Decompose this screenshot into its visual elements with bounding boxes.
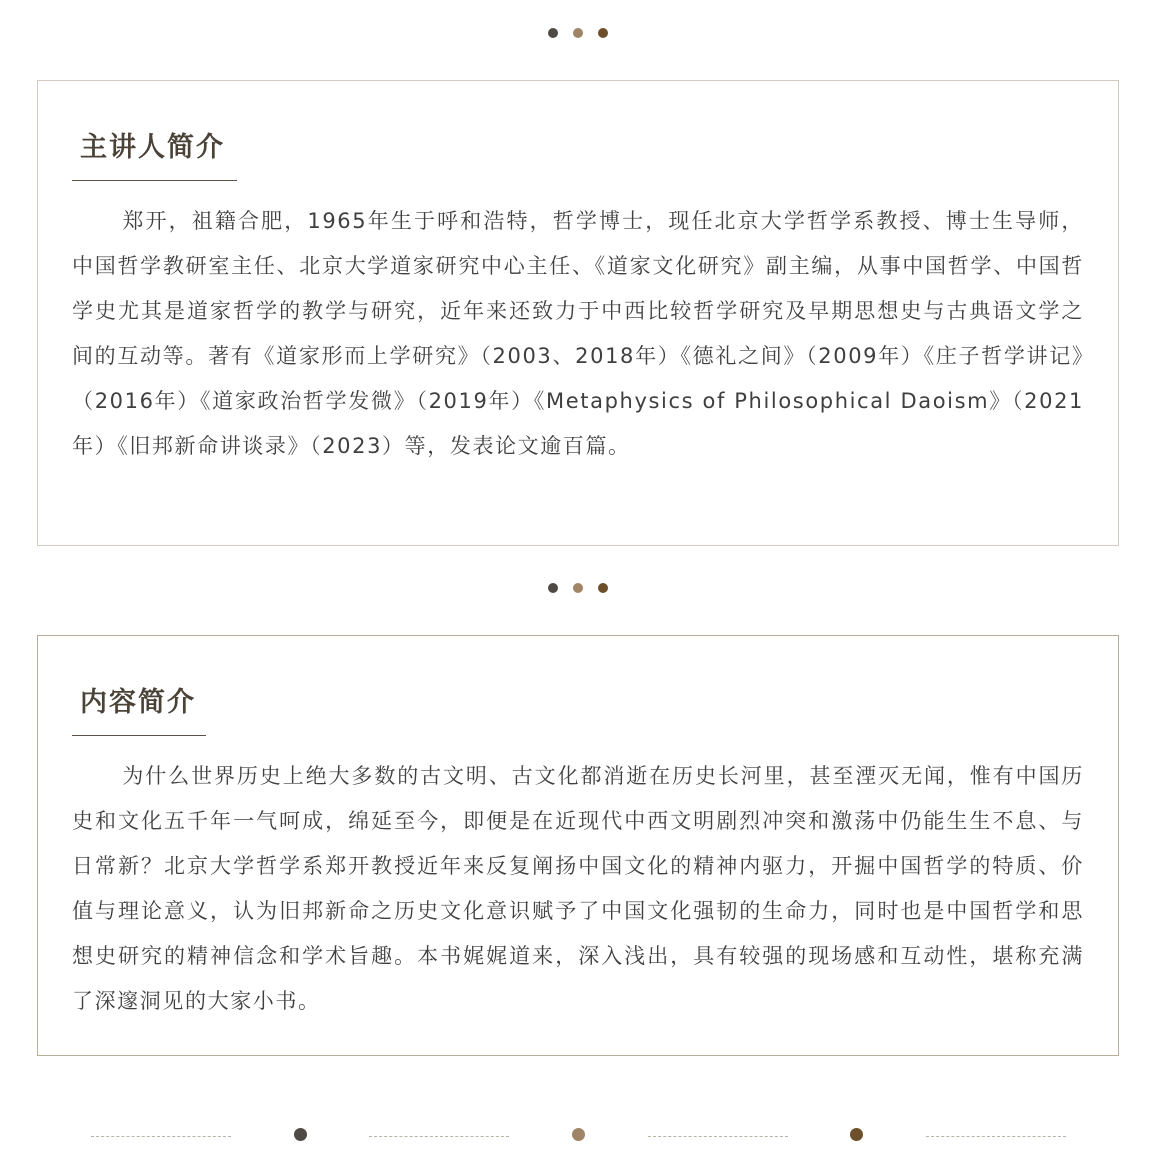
dashed-line [91,1136,231,1137]
footer-decoration [0,1126,1162,1146]
footer-dot [850,1128,863,1141]
content-intro-card [37,635,1119,1056]
divider-dot [573,583,583,593]
dashed-line [369,1136,509,1137]
dashed-line [648,1136,788,1137]
divider-dot [548,28,558,38]
dashed-line [926,1136,1066,1137]
speaker-intro-card [37,80,1119,546]
divider-dot [598,28,608,38]
footer-dot [572,1128,585,1141]
divider-dots-top [0,28,1162,40]
title-underline [72,735,206,736]
divider-dot [598,583,608,593]
divider-dots-middle [0,583,1162,595]
footer-dot [294,1128,307,1141]
content-intro-text: 为什么世界历史上绝大多数的古文明、古文化都消逝在历史长河里，甚至湮灭无闻，惟有中国历史和文化五千年一气呵成，绵延至今，即便是在近现代中西文明剧烈冲突和激荡中仍能生生不息、与日常新？北京大学哲学系郑开教授近年来反复阐扬中国文化的精神内驱力，开掘中国哲学的特质、价值与理论意义，认为旧邦新命之历史文化意识赋予了中国文化强韧的生命力，同时也是中国哲学和思想史研究的精神信念和学术旨趣。本书娓娓道来，深入浅出，具有较强的现场感和互动性，堪称充满了深邃洞见的大家小书。 [72,764,1084,1013]
title-underline [72,180,237,181]
divider-dot [573,28,583,38]
divider-dot [548,583,558,593]
speaker-intro-text: 郑开，祖籍合肥，1965年生于呼和浩特，哲学博士，现任北京大学哲学系教授、博士生导师，中国哲学教研室主任、北京大学道家研究中心主任、《道家文化研究》副主编，从事中国哲学、中国哲学史尤其是道家哲学的教学与研究，近年来还致力于中西比较哲学研究及早期思想史与古典语文学之间的互动等。著有《道家形而上学研究》（2003、2018年）《德礼之间》（2009年）《庄子哲学讲记》（2016年）《道家政治哲学发微》（2019年）《Metaphysics of Philosophical Daoism》（2021年）《旧邦新命讲谈录》（2023）等，发表论文逾百篇。 [72,209,1084,458]
content-intro-title: 内容简介 [80,687,196,718]
speaker-intro-title: 主讲人简介 [80,132,225,163]
